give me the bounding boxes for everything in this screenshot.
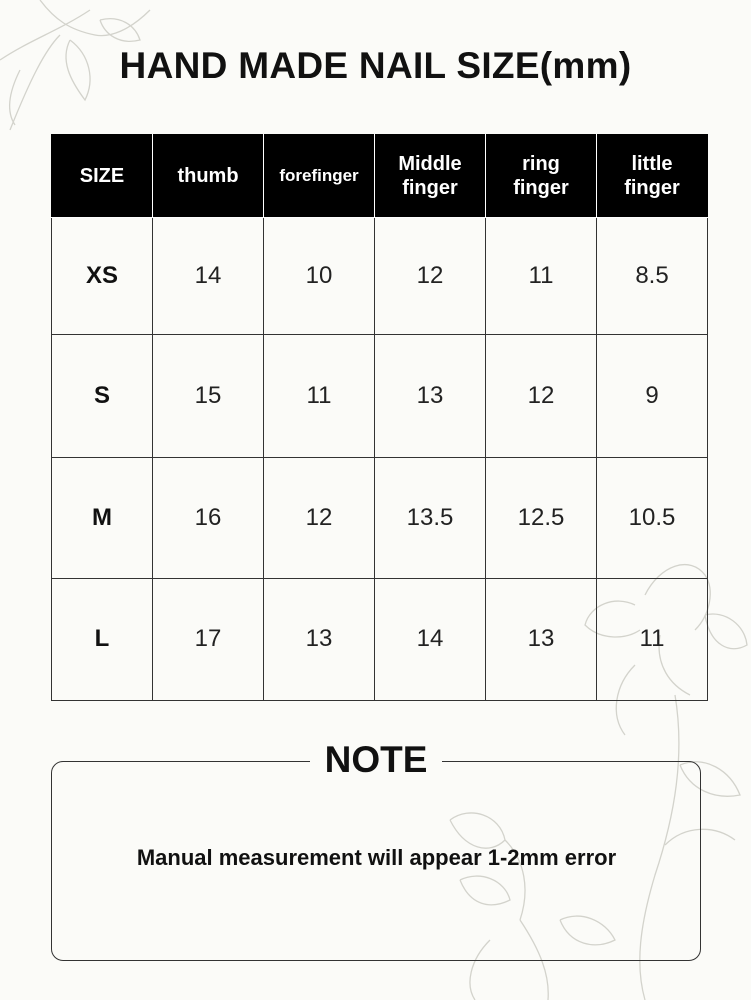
table-header-row (52, 135, 708, 218)
ring-finger-cell: 13 (486, 578, 597, 700)
size-cell: L (52, 578, 153, 700)
header-size-label: SIZE (79, 165, 125, 187)
header-ring-line1: ring (522, 153, 560, 175)
middle-finger-cell: 12 (375, 218, 486, 335)
header-ring-finger (486, 135, 597, 218)
table-row (52, 335, 708, 458)
forefinger-cell: 11 (264, 335, 375, 458)
forefinger-cell: 10 (264, 218, 375, 335)
table-row (52, 578, 708, 700)
little-finger-cell: 11 (597, 578, 708, 700)
size-cell: S (52, 335, 153, 458)
header-forefinger-label: forefinger (279, 166, 359, 185)
thumb-cell: 17 (153, 578, 264, 700)
header-little-line2: finger (624, 177, 680, 199)
table-row (52, 458, 708, 578)
forefinger-cell: 13 (264, 578, 375, 700)
middle-finger-cell: 13.5 (375, 458, 486, 578)
forefinger-cell: 12 (264, 458, 375, 578)
ring-finger-cell: 12.5 (486, 458, 597, 578)
header-forefinger (264, 135, 375, 218)
header-middle-finger (375, 135, 486, 218)
ring-finger-cell: 11 (486, 218, 597, 335)
ring-finger-cell: 12 (486, 335, 597, 458)
size-cell: M (52, 458, 153, 578)
thumb-cell: 15 (153, 335, 264, 458)
size-cell: XS (52, 218, 153, 335)
header-thumb (153, 135, 264, 218)
little-finger-cell: 8.5 (597, 218, 708, 335)
header-size (52, 135, 153, 218)
middle-finger-cell: 13 (375, 335, 486, 458)
header-thumb-label: thumb (177, 165, 239, 187)
header-little-line1: little (631, 153, 673, 175)
page-title: HAND MADE NAIL SIZE(mm) (119, 45, 632, 86)
little-finger-cell: 9 (597, 335, 708, 458)
little-finger-cell: 10.5 (597, 458, 708, 578)
middle-finger-cell: 14 (375, 578, 486, 700)
header-middle-line2: finger (402, 177, 458, 199)
nail-size-table (51, 134, 708, 701)
note-text: Manual measurement will appear 1-2mm error (136, 845, 617, 870)
thumb-cell: 16 (153, 458, 264, 578)
header-middle-line1: Middle (398, 153, 462, 175)
table-row (52, 218, 708, 335)
header-little-finger (597, 135, 708, 218)
note-title: NOTE (310, 736, 442, 784)
header-ring-line2: finger (513, 177, 569, 199)
thumb-cell: 14 (153, 218, 264, 335)
